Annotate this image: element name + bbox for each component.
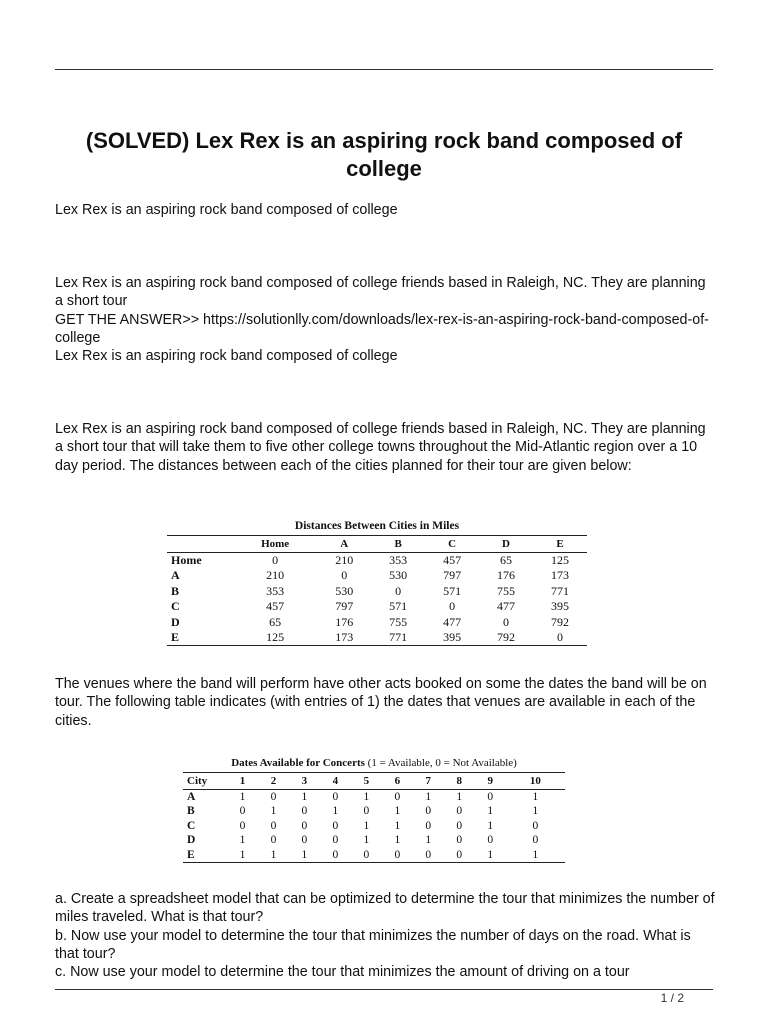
distance-cell: 176 [335,614,354,629]
dates-col-header: 4 [320,773,351,790]
distance-col-header: A [317,536,371,553]
dates-table-title-note: (1 = Available, 0 = Not Available) [364,757,517,769]
dates-table-title [183,757,565,773]
dates-cell: 1 [301,791,308,803]
dates-col-header: 3 [289,773,320,790]
dates-grid [183,773,565,863]
dates-col-header: 8 [444,773,475,790]
dates-col-header: 9 [475,773,506,790]
dates-cell: 1 [270,805,277,818]
distance-cell: 210 [266,568,285,583]
distance-cell: 173 [317,630,371,646]
dates-cell: 1 [456,791,463,803]
distance-cell: 353 [266,583,285,598]
question-b: b. Now use your model to determine the tour that minimizes the number of days on the road. What is that tour? [55,927,695,962]
dates-cell: 1 [289,848,320,863]
dates-cell: 0 [351,848,382,863]
dates-cell: 0 [301,834,308,847]
distance-row [167,615,587,630]
dates-row-label: D [187,834,196,847]
dates-cell: 0 [239,805,246,818]
distance-cell: 65 [500,553,513,567]
dates-row [183,819,565,833]
distance-row [167,630,587,646]
dates-cell: 1 [506,848,565,863]
distance-cell: 792 [551,614,569,629]
dates-cell: 0 [425,819,432,832]
distance-row [167,553,587,569]
dates-col-header: 7 [413,773,444,790]
distance-cell: 771 [371,630,425,646]
distance-cell: 395 [425,630,479,646]
answer-link[interactable]: GET THE ANSWER>> https://solutionlly.com/downloads/lex-rex-is-an-aspiring-rock-band-composed-of-college [55,311,709,346]
distance-row [167,584,587,599]
distance-col-header [167,536,233,553]
dates-cell: 0 [456,819,463,832]
page-title: (SOLVED) Lex Rex is an aspiring rock band composed of college [85,128,683,181]
distance-cell: 457 [266,599,285,614]
dates-cell: 0 [487,791,494,803]
dates-cell: 0 [532,834,539,847]
distance-cell: 0 [272,553,279,567]
dates-col-header: 6 [382,773,413,790]
page-number: 1 / 2 [660,991,684,1005]
dates-cell: 1 [487,805,494,818]
dates-cell: 1 [532,791,539,803]
dates-cell: 1 [475,848,506,863]
distance-cell: 176 [497,568,516,583]
distance-cell: 530 [389,568,408,583]
distance-cell: 792 [479,630,533,646]
intro-line-3: Lex Rex is an aspiring rock band composed of college [55,348,398,365]
distance-cell: 457 [443,553,462,567]
distance-col-header: E [533,536,587,553]
dates-row [183,848,565,863]
dates-row-label: C [187,819,196,832]
distance-row-label: A [171,568,180,583]
distance-cell: 210 [335,553,354,567]
distance-cell: 0 [395,583,402,598]
dates-cell: 0 [456,805,463,818]
dates-cell: 0 [270,819,277,832]
dates-col-header: 10 [506,773,565,790]
dates-cell: 1 [332,805,339,818]
distance-cell: 477 [497,599,516,614]
dates-col-header: 5 [351,773,382,790]
dates-cell: 0 [487,834,494,847]
distance-cell: 173 [551,568,569,583]
distance-cell: 771 [551,583,569,598]
dates-table [183,757,565,863]
dates-cell: 0 [332,791,339,803]
dates-cell: 1 [425,834,432,847]
distance-col-header: D [479,536,533,553]
dates-cell: 0 [425,805,432,818]
distance-cell: 0 [341,568,348,583]
intro-line-1: Lex Rex is an aspiring rock band composed of college friends based in Raleigh, NC. They are planning a short tour [55,275,710,310]
distance-cell: 0 [503,614,510,629]
distance-cell: 0 [533,630,587,646]
dates-table-title-bold: Dates Available for Concerts [231,757,365,769]
dates-row-label: A [187,791,196,803]
distance-cell: 125 [233,630,317,646]
subtitle-line: Lex Rex is an aspiring rock band composed of college [55,202,398,218]
dates-col-header: 2 [258,773,289,790]
dates-cell: 0 [270,834,277,847]
distance-col-header: B [371,536,425,553]
dates-cell: 1 [394,834,401,847]
distance-cell: 797 [443,568,462,583]
dates-cell: 0 [394,791,401,803]
distance-cell: 755 [497,583,516,598]
distance-cell: 477 [443,614,462,629]
distance-cell: 125 [551,553,569,567]
dates-col-header: 1 [227,773,258,790]
dates-cell: 1 [227,848,258,863]
venue-block: The venues where the band will perform have other acts booked on some the dates the band will be on tour. The following table indicates (with entries of 1) the dates that venues are available in each of the cities. [55,676,707,729]
dates-cell: 0 [239,819,246,832]
question-c: c. Now use your model to determine the tour that minimizes the amount of driving on a tour [55,964,630,981]
distance-table-title: Distances Between Cities in Miles [167,520,587,536]
dates-cell: 1 [394,805,401,818]
dates-cell: 0 [382,848,413,863]
distance-cell: 571 [389,599,408,614]
distance-row [167,599,587,614]
dates-cell: 0 [270,791,277,803]
dates-cell: 1 [425,791,432,803]
distance-cell: 530 [335,583,354,598]
distance-cell: 755 [389,614,408,629]
distance-cell: 0 [449,599,456,614]
intro-block [55,274,716,365]
dates-row [183,833,565,847]
dates-cell: 1 [363,834,370,847]
dates-cell: 1 [239,834,246,847]
distance-col-header: C [425,536,479,553]
dates-cell: 0 [456,834,463,847]
dates-cell: 0 [413,848,444,863]
dates-cell: 0 [301,819,308,832]
distance-cell: 395 [551,599,569,614]
dates-row-label: E [183,848,227,863]
distance-row-label: C [171,599,180,614]
distance-row-label: B [171,583,180,598]
description-block: Lex Rex is an aspiring rock band composed of college friends based in Raleigh, NC. They are planning a short tour that will take them to five other college towns throughout the Mid-Atlantic region over a 10 day period. The distances between each of the cities planned for their tour are given below: [55,421,706,474]
distance-row-label: D [171,614,180,629]
dates-cell: 0 [532,819,539,832]
bottom-rule [55,989,713,990]
dates-cell: 0 [363,805,370,818]
distance-row-label: Home [171,553,202,567]
dates-cell: 0 [332,819,339,832]
dates-cell: 1 [363,791,370,803]
dates-cell: 0 [320,848,351,863]
distance-row-label: E [167,630,233,646]
dates-cell: 0 [301,805,308,818]
dates-cell: 1 [394,819,401,832]
distance-cell: 571 [443,583,462,598]
dates-cell: 0 [332,834,339,847]
distance-row [167,568,587,583]
distance-cell: 353 [389,553,408,567]
dates-cell: 1 [258,848,289,863]
dates-cell: 1 [363,819,370,832]
dates-cell: 1 [239,791,246,803]
dates-cell: 1 [532,805,539,818]
question-a: a. Create a spreadsheet model that can be optimized to determine the tour that minimizes the number of miles traveled. What is that tour? [55,891,719,926]
dates-row-label: B [187,805,195,818]
distance-grid [167,536,587,646]
distance-cell: 65 [269,614,282,629]
dates-col-header: City [183,773,227,790]
questions-block [55,890,719,981]
dates-cell: 1 [487,819,494,832]
dates-row [183,790,565,805]
distance-cell: 797 [335,599,354,614]
distance-col-header: Home [233,536,317,553]
top-rule [55,69,713,70]
dates-row [183,804,565,818]
dates-cell: 0 [444,848,475,863]
distance-table [167,520,587,646]
